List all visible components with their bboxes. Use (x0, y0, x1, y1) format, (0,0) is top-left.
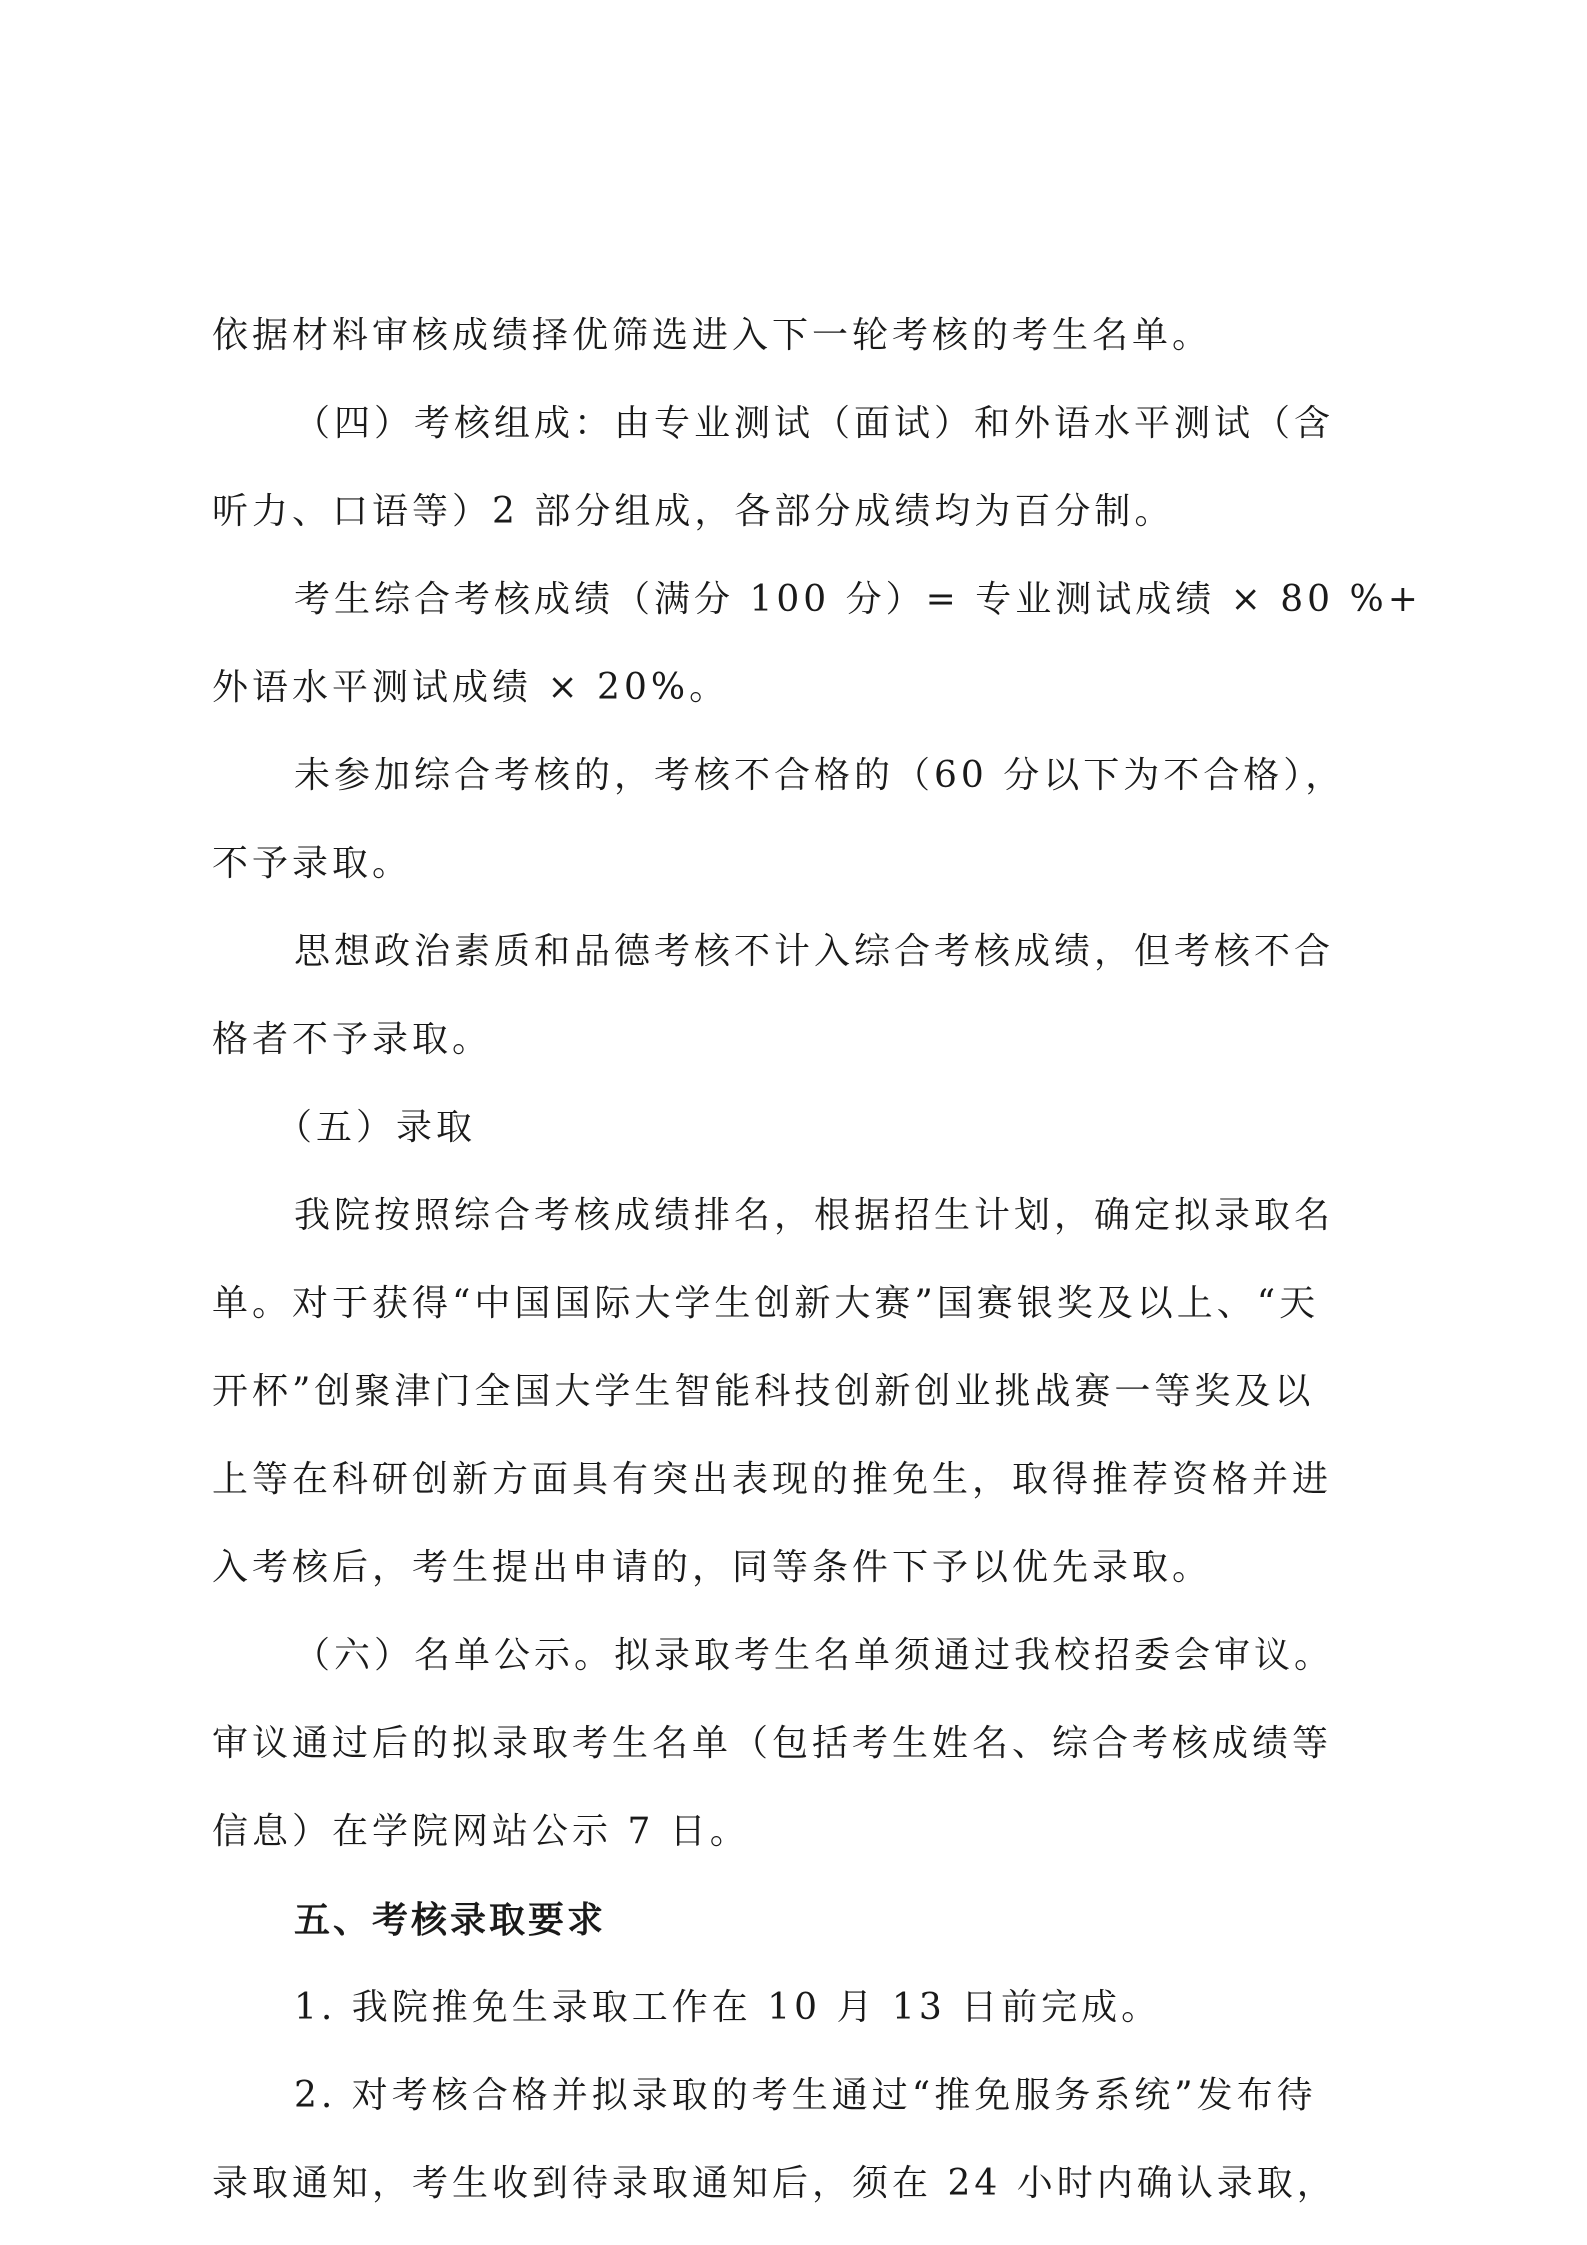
text-line: 格者不予录取。 (212, 1019, 493, 1060)
list-item: 2. 对考核合格并拟录取的考生通过“推免服务系统”发布待 (294, 2075, 1317, 2116)
text-line: 不予录取。 (212, 843, 413, 884)
text-line: 思想政治素质和品德考核不计入综合考核成绩，但考核不合 (294, 931, 1335, 972)
text-line: 外语水平测试成绩 × 20%。 (212, 667, 730, 708)
text-line: 入考核后，考生提出申请的，同等条件下予以优先录取。 (212, 1547, 1213, 1588)
document-body (212, 292, 1422, 2228)
text-line: （四）考核组成：由专业测试（面试）和外语水平测试（含 (294, 403, 1335, 444)
text-line: 未参加综合考核的，考核不合格的（60 分以下为不合格）， (294, 755, 1346, 796)
text-line: 单。对于获得“中国国际大学生创新大赛”国赛银奖及以上、“天 (212, 1283, 1320, 1324)
text-line: 上等在科研创新方面具有突出表现的推免生，取得推荐资格并进 (212, 1459, 1333, 1500)
list-item: 1. 我院推免生录取工作在 10 月 13 日前完成。 (294, 1987, 1162, 2028)
text-line: 审议通过后的拟录取考生名单（包括考生姓名、综合考核成绩等 (212, 1723, 1333, 1764)
text-line: 信息）在学院网站公示 7 日。 (212, 1811, 750, 1852)
text-line: 听力、口语等）2 部分组成，各部分成绩均为百分制。 (212, 491, 1175, 532)
text-line: 开杯”创聚津门全国大学生智能科技创新创业挑战赛一等奖及以 (212, 1371, 1315, 1412)
text-line: 依据材料审核成绩择优筛选进入下一轮考核的考生名单。 (212, 315, 1213, 356)
section-heading: 五、考核录取要求 (294, 1899, 607, 1941)
text-line: 考生综合考核成绩（满分 100 分）= 专业测试成绩 × 80 %+ (294, 579, 1422, 620)
section-subheading: （五）录取 (276, 1107, 477, 1148)
text-line: 录取通知，考生收到待录取通知后，须在 24 小时内确认录取， (212, 2163, 1337, 2204)
text-line: （六）名单公示。拟录取考生名单须通过我校招委会审议。 (294, 1635, 1335, 1676)
text-line: 我院按照综合考核成绩排名，根据招生计划，确定拟录取名 (294, 1195, 1335, 1236)
